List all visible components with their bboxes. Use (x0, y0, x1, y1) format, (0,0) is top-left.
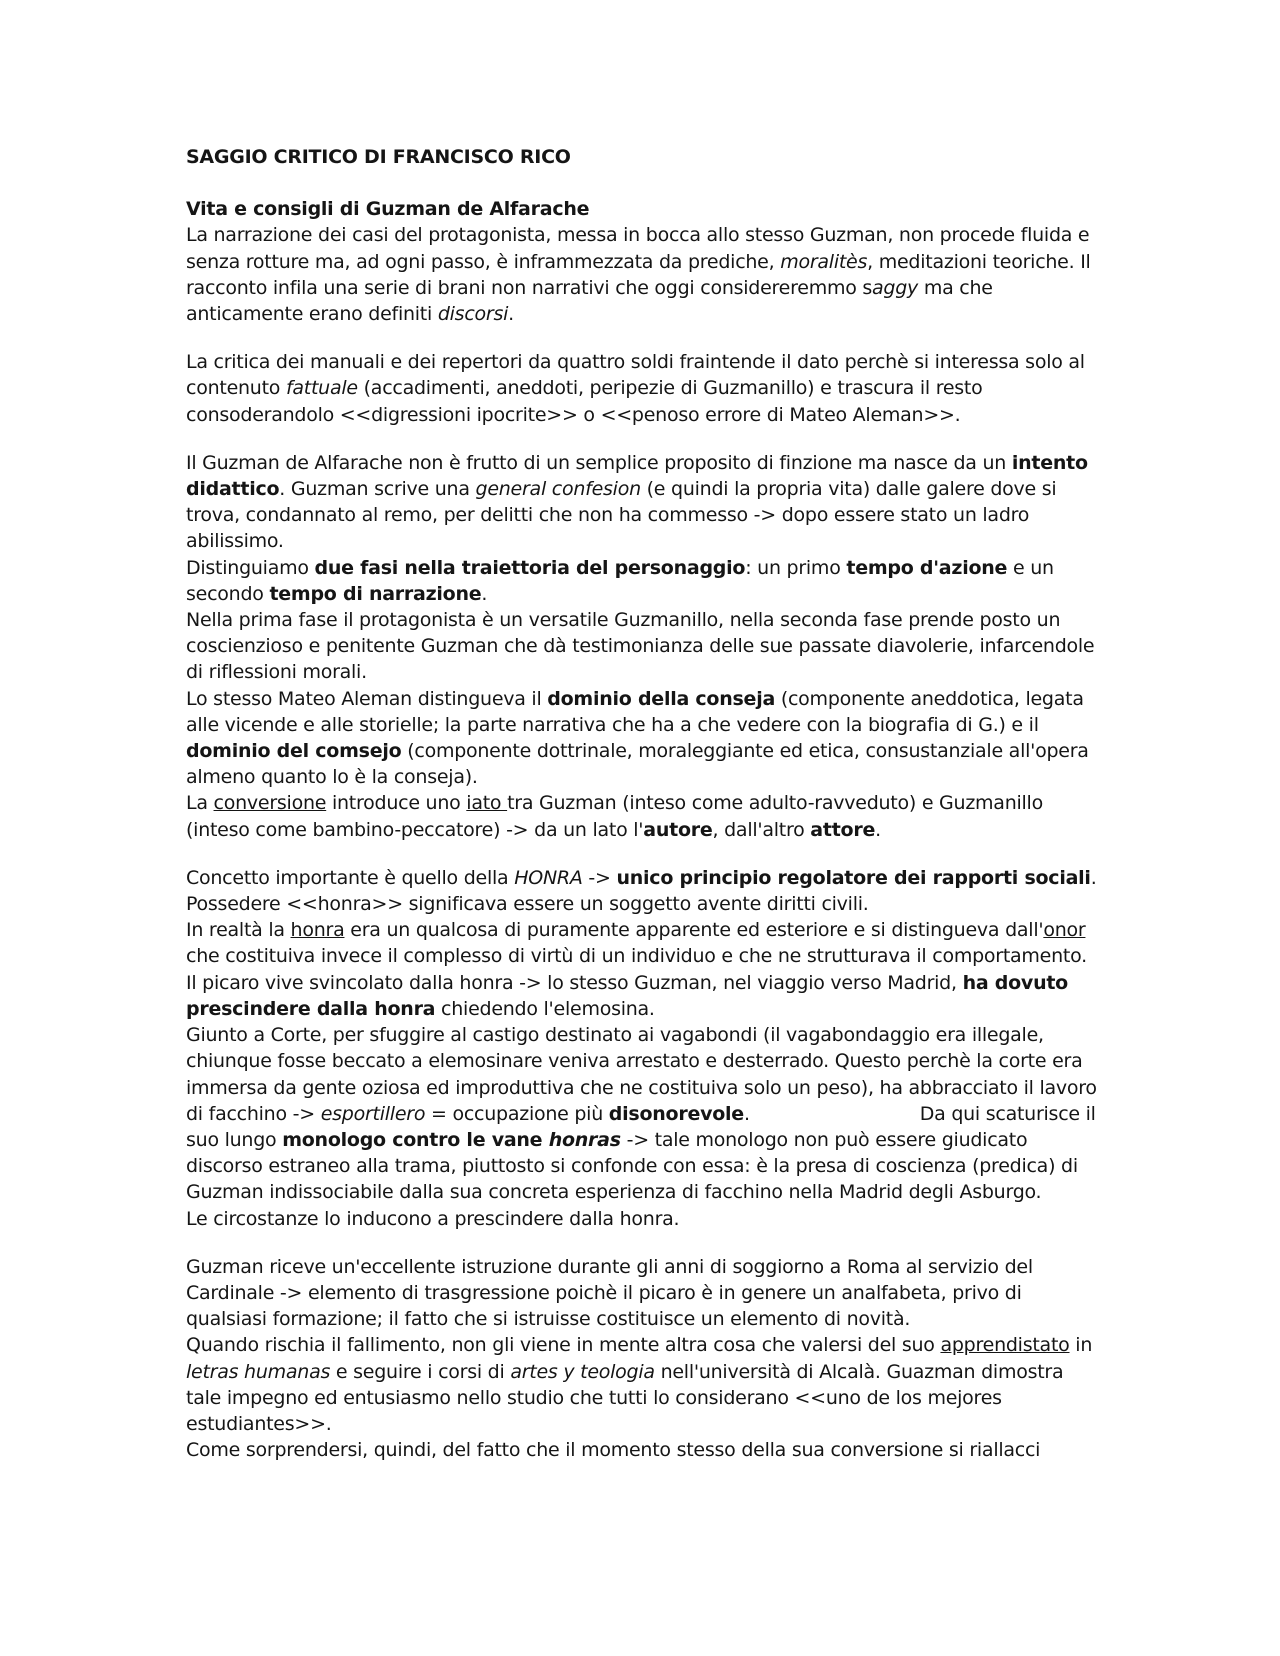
section-heading: Vita e consigli di Guzman de Alfarache (186, 198, 590, 221)
paragraph-honra-concetto: Concetto importante è quello della HONRA -> unico principio regolatore dei rapporti sociali. (186, 866, 1097, 889)
paragraph-critica: La critica dei manuali e dei repertori da quattro soldi fraintende il dato perchè si interessa solo al contenuto fattuale (accadimenti, aneddoti, peripezie di Guzmanillo) e trascura il resto consoderandolo <<digressioni ipocrite>> o <<penoso errore di Mateo Aleman>>. (186, 351, 1085, 426)
paragraph-intento-didattico: Il Guzman de Alfarache non è frutto di un semplice proposito di finzione ma nasce da un intento didattico. Guzman scrive una general confesion (e quindi la propria vita) dalle galere dove si trova, condannato al remo, per delitti che non ha commesso -> dopo essere stato un ladro abilissimo. (186, 451, 1088, 553)
paragraph-giunto-a-corte: Giunto a Corte, per sfuggire al castigo destinato ai vagabondi (il vagabondaggio era illegale, chiunque fosse beccato a elemosinare veniva arrestato e desterrado. Questo perchè la corte era immersa da gente oziosa ed improduttiva che ne costituiva solo un peso), ha abbracciato il lavoro di facchino -> esportillero = occupazione più disonorevole. Da qui scaturisce il suo lungo monologo contro le vane honras -> tale monologo non può essere giudicato discorso estraneo alla trama, piuttosto si confonde con essa: è la presa di coscienza (predica) di Guzman indissociabile dalla sua concreta esperienza di facchino nella Madrid degli Asburgo. (186, 1024, 1097, 1204)
paragraph-honra-onor: In realtà la honra era un qualcosa di puramente apparente ed esteriore e si distingueva dall'onor che costituiva invece il complesso di virtù di un individuo e che ne strutturava il comportamento. (186, 919, 1087, 968)
paragraph-due-fasi: Distinguiamo due fasi nella traiettoria del personaggio: un primo tempo d'azione e un secondo tempo di narrazione. (186, 556, 1054, 605)
paragraph-narrazione: La narrazione dei casi del protagonista, messa in bocca allo stesso Guzman, non procede fluida e senza rotture ma, ad ogni passo, è inframmezzata da prediche, moralitès, meditazioni teoriche. Il racconto infila una serie di brani non narrativi che oggi considereremmo saggy ma che anticamente erano definiti discorsi. (186, 224, 1091, 326)
paragraph-istruzione: Guzman riceve un'eccellente istruzione durante gli anni di soggiorno a Roma al servizio del Cardinale -> elemento di trasgressione poichè il picaro è in genere un analfabeta, privo di qualsiasi formazione; il fatto che si istruisse costituisce un elemento di novità. (186, 1255, 1033, 1331)
paragraph-possedere-honra: Possedere <<honra>> significava essere un soggetto avente diritti civili. (186, 893, 869, 916)
paragraph-circostanze: Le circostanze lo inducono a prescindere dalla honra. (186, 1207, 680, 1230)
paragraph-sorprendersi: Come sorprendersi, quindi, del fatto che il momento stesso della sua conversione si riallacci (186, 1439, 1041, 1462)
document-title: SAGGIO CRITICO DI FRANCISCO RICO (186, 146, 571, 168)
paragraph-conversione: La conversione introduce uno iato tra Guzman (inteso come adulto-ravveduto) e Guzmanillo (inteso come bambino-peccatore) -> da un lato l'autore, dall'altro attore. (186, 792, 1043, 841)
document-body (186, 144, 1098, 1463)
paragraph-conseja-consejo: Lo stesso Mateo Aleman distingueva il dominio della conseja (componente aneddotica, legata alle vicende e alle storielle; la parte narrativa che ha a che vedere con la biografia di G.) e il dominio del comsejo (componente dottrinale, moraleggiante ed etica, consustanziale all'opera almeno quanto lo è la conseja). (186, 687, 1089, 789)
paragraph-prima-fase: Nella prima fase il protagonista è un versatile Guzmanillo, nella seconda fase prende posto un coscienzioso e penitente Guzman che dà testimonianza delle sue passate diavolerie, infarcendole di riflessioni morali. (186, 609, 1095, 684)
paragraph-picaro-svincolato: Il picaro vive svincolato dalla honra -> lo stesso Guzman, nel viaggio verso Madrid, ha dovuto prescindere dalla honra chiedendo l'elemosina. (186, 971, 1068, 1020)
paragraph-apprendistato: Quando rischia il fallimento, non gli viene in mente altra cosa che valersi del suo apprendistato in letras humanas e seguire i corsi di artes y teologia nell'università di Alcalà. Guazman dimostra tale impegno ed entusiasmo nello studio che tutti lo considerano <<uno de los mejores estudiantes>>. (186, 1334, 1093, 1435)
